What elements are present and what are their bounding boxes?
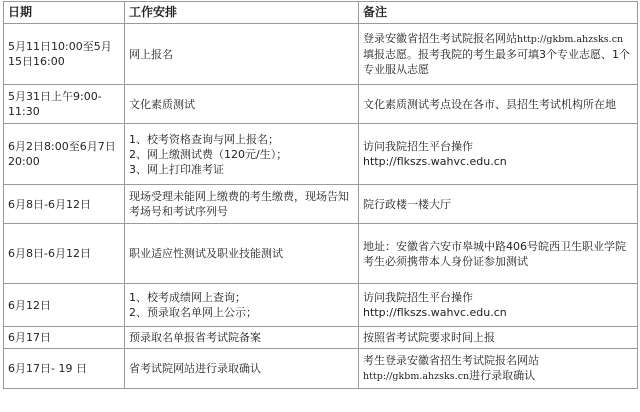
- note-cell: [359, 124, 638, 185]
- note-cell: [359, 284, 638, 327]
- task-line: 文化素质测试: [129, 97, 195, 111]
- schedule-table: [3, 1, 638, 389]
- task-line: 省考试院网站进行录取确认: [129, 362, 261, 375]
- task-line: 职业适应性测试及职业技能测试: [129, 247, 283, 260]
- task-line: 现场受理未能网上缴费的考生缴费，现场告知考场号和考试序列号: [129, 190, 349, 218]
- table-row: [4, 327, 638, 349]
- task-line: 预录取名单报省考试院备案: [129, 331, 261, 344]
- note-text-post: 进行录取确认: [469, 369, 536, 382]
- date-cell: 5月31日上午9:00-11:30: [4, 85, 125, 124]
- task-line: 3、网上打印准考证: [129, 162, 224, 176]
- task-cell: [125, 185, 359, 224]
- table-row: [4, 224, 638, 284]
- note-text-post: 填报志愿。报考我院的考生最多可填3个专业志愿、1个专业服从志愿: [363, 48, 630, 76]
- table-row: [4, 124, 638, 185]
- task-cell: [125, 24, 359, 85]
- note-line: 访问我院招生平台操作: [363, 291, 473, 304]
- note-url: http://gkbm.ahzsks.cn: [363, 371, 470, 382]
- table-row: [4, 284, 638, 327]
- date-cell: 6月12日: [4, 284, 125, 327]
- note-cell: 文化素质测试考点设在各市、县招生考试机构所在地: [359, 85, 638, 124]
- note-line: 访问我院招生平台操作: [363, 140, 473, 153]
- date-cell: 6月17日- 19 日: [4, 349, 125, 389]
- date-cell: 6月8日-6月12日: [4, 185, 125, 224]
- date-cell: 5月11日10:00至5月15日16:00: [4, 24, 125, 85]
- task-line: 2、网上缴测试费（120元/生）；: [129, 147, 288, 161]
- header-task: 工作安排: [125, 2, 359, 24]
- table-row: [4, 85, 638, 124]
- note-url: http://flkszs.wahvc.edu.cn: [363, 155, 507, 168]
- note-cell: [359, 224, 638, 284]
- date-cell: 6月17日: [4, 327, 125, 349]
- header-date: 日期: [4, 2, 125, 24]
- task-cell: [125, 327, 359, 349]
- note-line: 考生必须携带本人身份证参加测试: [363, 254, 528, 268]
- date-cell: 6月8日-6月12日: [4, 224, 125, 284]
- task-cell: [125, 85, 359, 124]
- task-line: 1、校考资格查询与网上报名；: [129, 132, 279, 146]
- task-cell: [125, 124, 359, 185]
- note-cell: 院行政楼一楼大厅: [359, 185, 638, 224]
- task-line: 1、校考成绩网上查询；: [129, 291, 246, 304]
- task-line: 网上报名: [129, 47, 173, 61]
- table-row: [4, 185, 638, 224]
- note-text: 登录安徽省招生考试院报名网站: [363, 32, 517, 45]
- note-line: 考生登录安徽省招生考试院报名网站: [363, 354, 539, 367]
- task-line: 2、预录取名单网上公示；: [129, 306, 257, 319]
- task-cell: [125, 349, 359, 389]
- task-cell: [125, 284, 359, 327]
- date-cell: 6月2日8:00至6月7日20:00: [4, 124, 125, 185]
- header-note: 备注: [359, 2, 638, 24]
- note-cell: [359, 349, 638, 389]
- table-row: [4, 349, 638, 389]
- note-url: http://gkbm.ahzsks.cn: [517, 34, 624, 45]
- note-url: http://flkszs.wahvc.edu.cn: [363, 306, 507, 319]
- note-line: 地址：安徽省六安市皋城中路406号皖西卫生职业学院: [363, 239, 626, 253]
- header-row: [4, 2, 638, 24]
- task-cell: [125, 224, 359, 284]
- note-cell: 按照省考试院要求时间上报: [359, 327, 638, 349]
- table-row: [4, 24, 638, 85]
- note-cell: [359, 24, 638, 85]
